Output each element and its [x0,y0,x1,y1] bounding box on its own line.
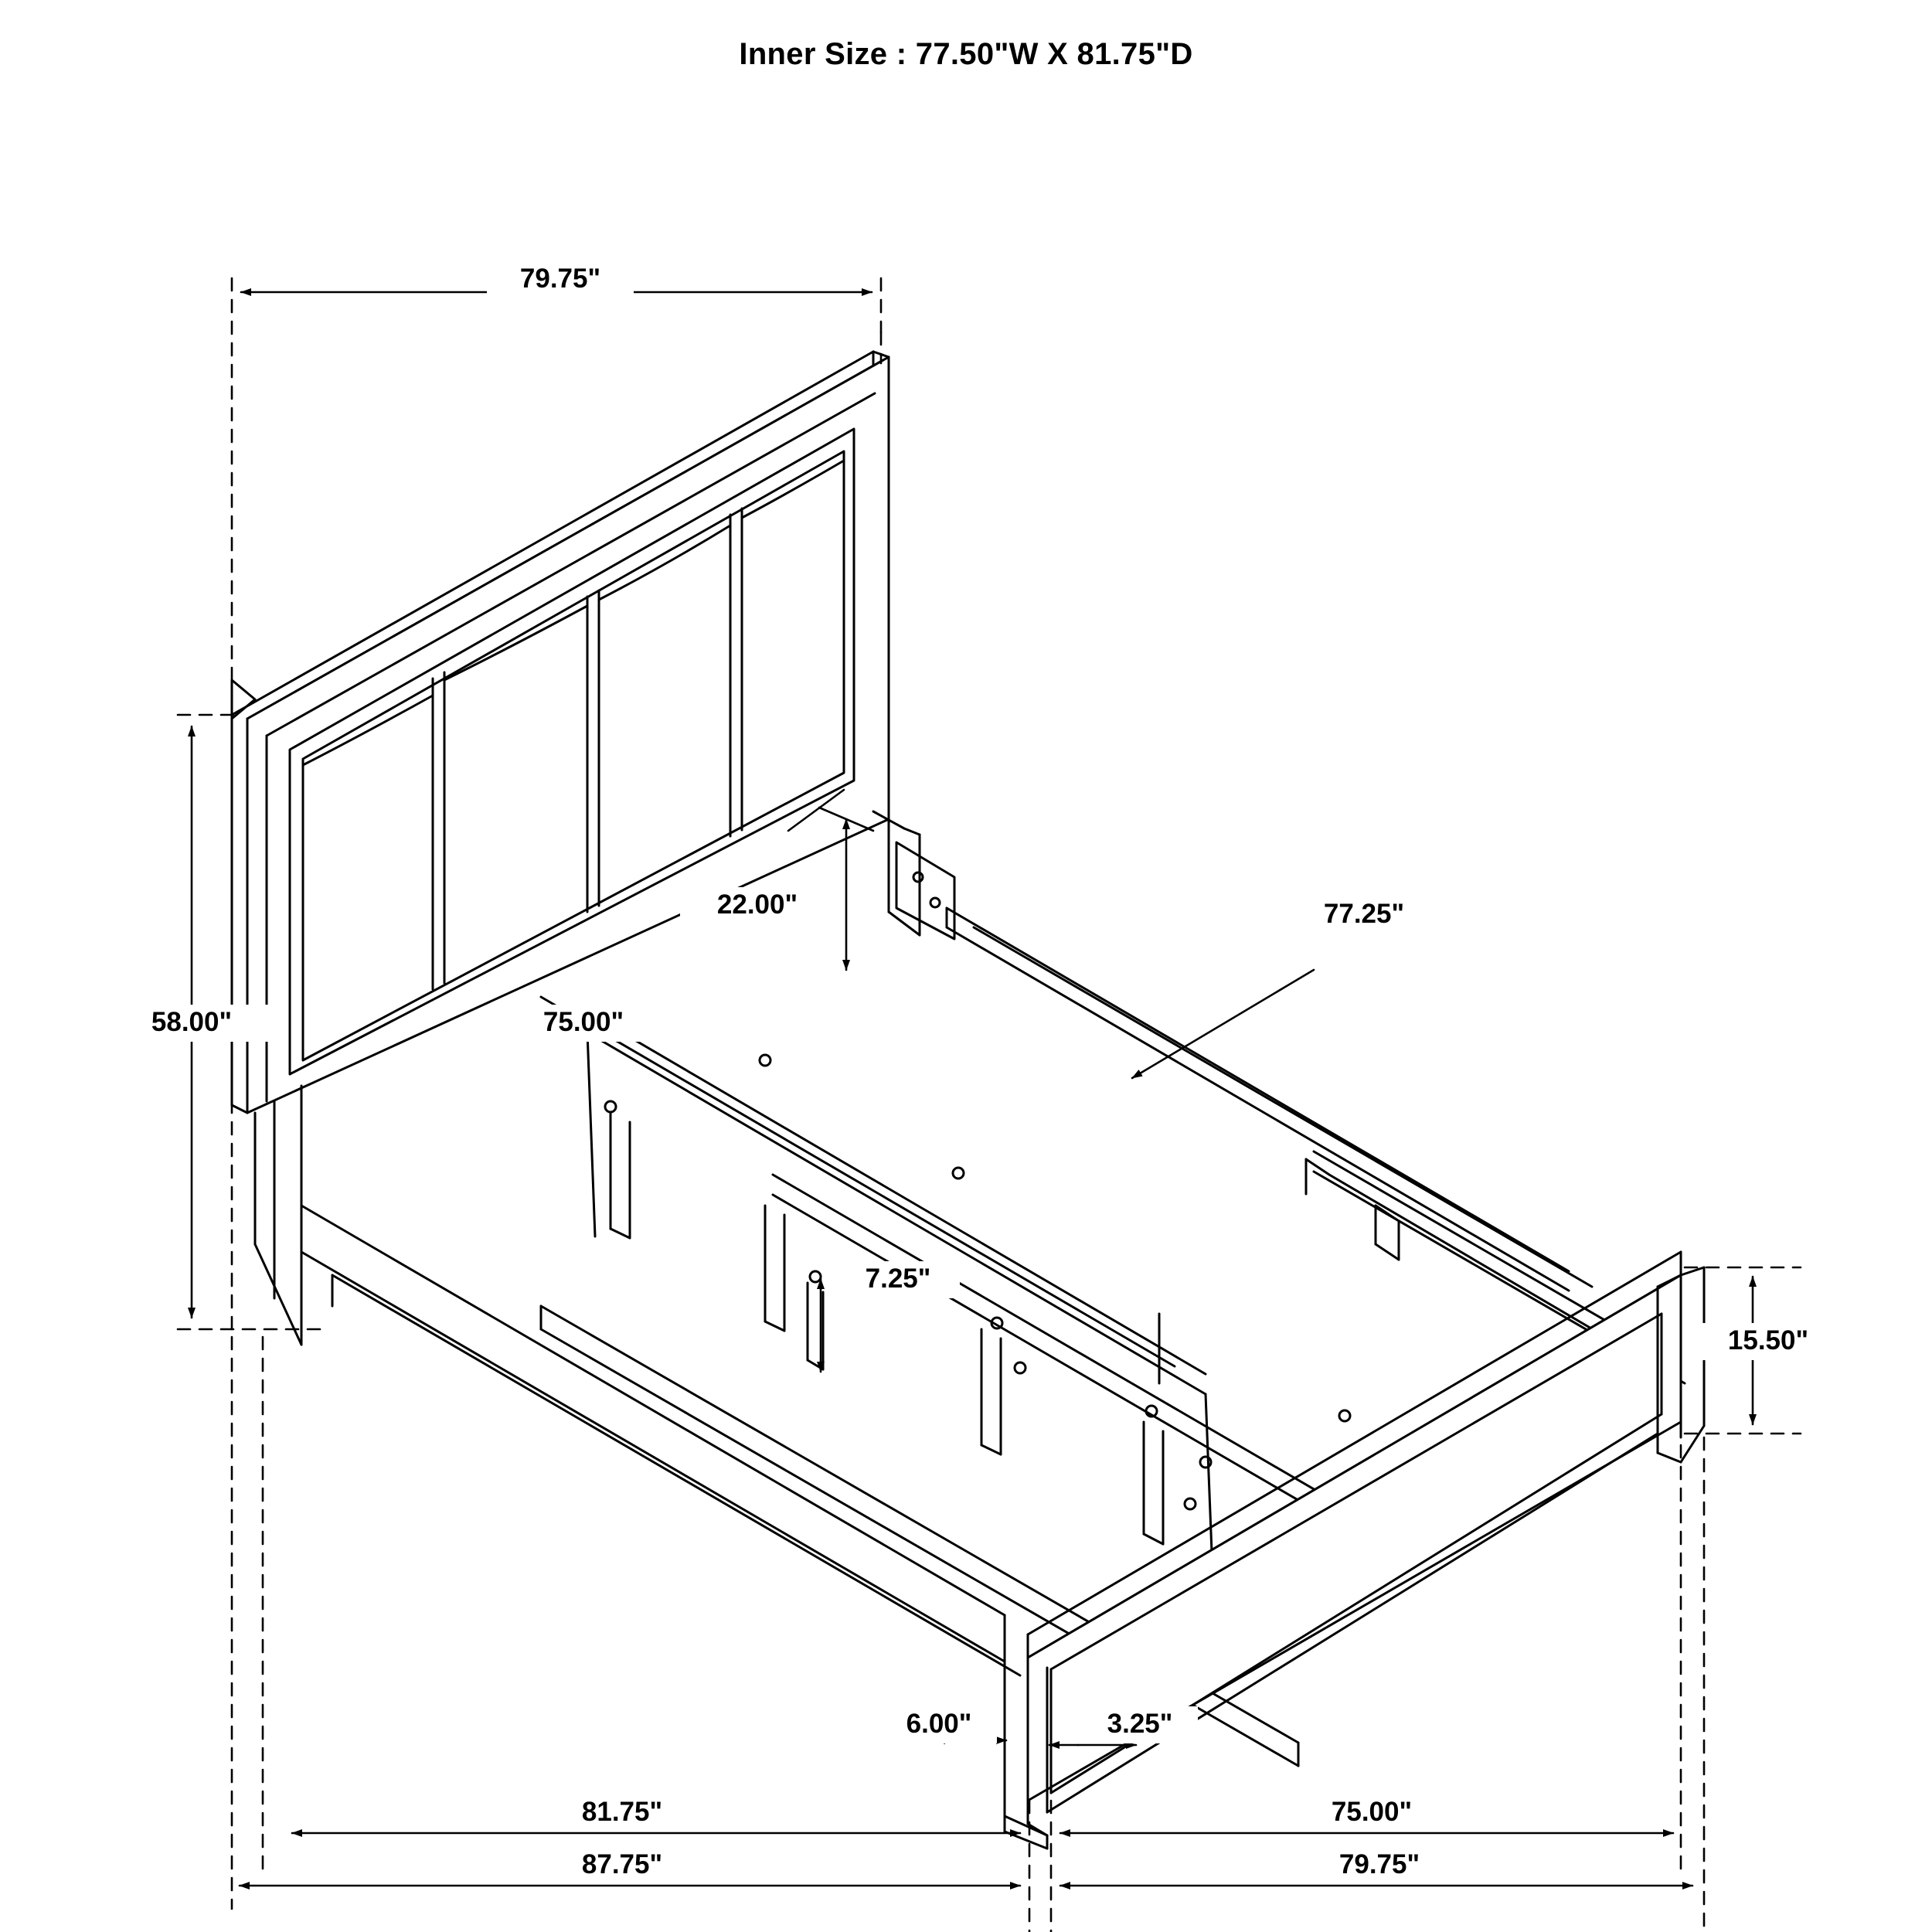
dim-panel-width: 75.00" [543,1007,624,1037]
page-title: Inner Size : 77.50"W X 81.75"D [739,37,1193,71]
dim-headboard-width: 79.75" [519,264,601,294]
dimension-lines [178,278,1801,1932]
bed-frame [301,908,1685,1766]
dim-interior-width: 75.00" [1331,1797,1413,1827]
dim-side-rail: 77.25" [1323,899,1405,929]
dim-interior-depth: 81.75" [581,1797,663,1827]
dim-rail-thickness: 3.25" [1107,1709,1173,1739]
dim-footboard-height: 15.50" [1727,1325,1809,1355]
headboard [232,348,920,1345]
dimension-labels [133,263,1845,1884]
dim-slat-clearance: 7.25" [865,1264,931,1294]
dim-panel-height: 22.00" [716,889,798,920]
dim-post-width: 6.00" [906,1709,972,1739]
dim-overall-width: 79.75" [1338,1849,1420,1879]
footboard [1005,1252,1704,1849]
dim-overall-depth: 87.75" [581,1849,663,1879]
dim-headboard-height: 58.00" [151,1007,233,1037]
